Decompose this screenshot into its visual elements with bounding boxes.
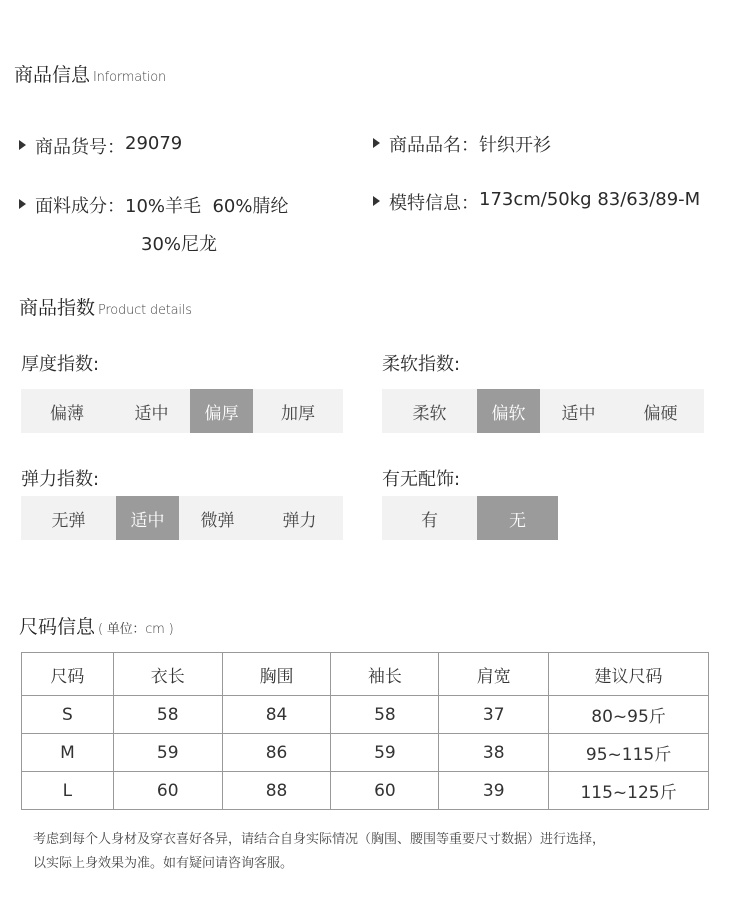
softness-index-bar [382,389,704,433]
table-cell: 95~115斤 [549,734,709,772]
accessories-option-no-selected: 无 [477,496,558,540]
triangle-bullet-icon [373,196,380,206]
info-row-fabric [19,192,288,218]
thickness-option-thick-selected: 偏厚 [190,389,253,433]
product-index-subtitle: Product details [98,303,192,318]
table-cell: M [22,734,114,772]
elasticity-option-stretch: 弹力 [282,510,317,531]
elasticity-option-slight: 微弹 [200,510,235,531]
table-cell: 59 [331,734,439,772]
elasticity-index-bar [21,496,343,540]
table-cell: 60 [331,772,439,810]
table-header-cell: 袖长 [331,653,439,696]
table-row [22,696,709,734]
info-label: 面料成分： [35,196,125,217]
size-note-line-2: 以实际上身效果为准。如有疑问请咨询客服。 [33,856,294,871]
info-value: 29079 [125,133,183,154]
table-cell: 59 [113,734,222,772]
product-index-title: 商品指数 [19,297,96,319]
table-cell: 88 [222,772,331,810]
table-cell: 80~95斤 [549,696,709,734]
table-header-cell: 衣长 [113,653,222,696]
table-cell: 86 [222,734,331,772]
elasticity-option-none: 无弹 [51,510,86,531]
product-index-heading [19,293,192,320]
thickness-option-medium: 适中 [134,403,169,424]
info-value-fabric-continued: 30%尼龙 [141,234,218,255]
triangle-bullet-icon [373,138,380,148]
product-info-heading [14,60,166,87]
table-header-cell: 肩宽 [439,653,549,696]
table-cell: 58 [113,696,222,734]
accessories-bar [382,496,558,540]
info-label: 模特信息： [389,193,479,214]
info-value: 173cm/50kg 83/63/89-M [479,189,701,210]
size-table [21,652,709,810]
elasticity-option-medium-selected: 适中 [116,496,179,540]
softness-option-fairly-soft-selected: 偏软 [477,389,540,433]
info-row-product-name [373,131,551,157]
table-header-row [22,653,709,696]
softness-option-soft: 柔软 [412,403,447,424]
info-label: 商品品名： [389,135,479,156]
table-cell: L [22,772,114,810]
table-cell: 37 [439,696,549,734]
table-header-cell: 尺码 [22,653,114,696]
table-cell: 39 [439,772,549,810]
elasticity-index-label: 弹力指数: [21,469,100,490]
info-row-item-number [19,133,182,159]
table-cell: S [22,696,114,734]
size-info-heading [19,612,173,639]
size-info-title: 尺码信息 [19,616,96,638]
size-info-unit: ( 单位：cm ) [98,622,174,637]
table-header-cell: 胸围 [222,653,331,696]
table-cell: 84 [222,696,331,734]
table-cell: 115~125斤 [549,772,709,810]
info-label: 商品货号： [35,137,125,158]
info-value: 针织开衫 [479,135,551,156]
product-info-title: 商品信息 [14,64,91,86]
triangle-bullet-icon [19,199,26,209]
table-cell: 38 [439,734,549,772]
size-note-line-1: 考虑到每个人身材及穿衣喜好各异，请结合自身实际情况（胸围、腰围等重要尺寸数据）进行选择， [33,832,606,847]
softness-option-firm: 偏硬 [643,403,678,424]
table-header-cell: 建议尺码 [549,653,709,696]
triangle-bullet-icon [19,140,26,150]
info-value: 10%羊毛 60%腈纶 [125,196,289,217]
info-row-model [373,189,700,215]
table-cell: 60 [113,772,222,810]
thickness-option-extra-thick: 加厚 [281,403,315,424]
softness-index-label: 柔软指数: [382,354,461,375]
thickness-index-bar [21,389,343,433]
thickness-option-thin: 偏薄 [50,403,84,424]
table-row [22,734,709,772]
accessories-option-yes: 有 [421,510,438,531]
table-row [22,772,709,810]
size-note [33,828,605,876]
table-cell: 58 [331,696,439,734]
softness-option-medium: 适中 [561,403,596,424]
thickness-index-label: 厚度指数: [21,354,100,375]
accessories-label: 有无配饰: [382,469,461,490]
product-info-subtitle: Information [93,70,167,85]
